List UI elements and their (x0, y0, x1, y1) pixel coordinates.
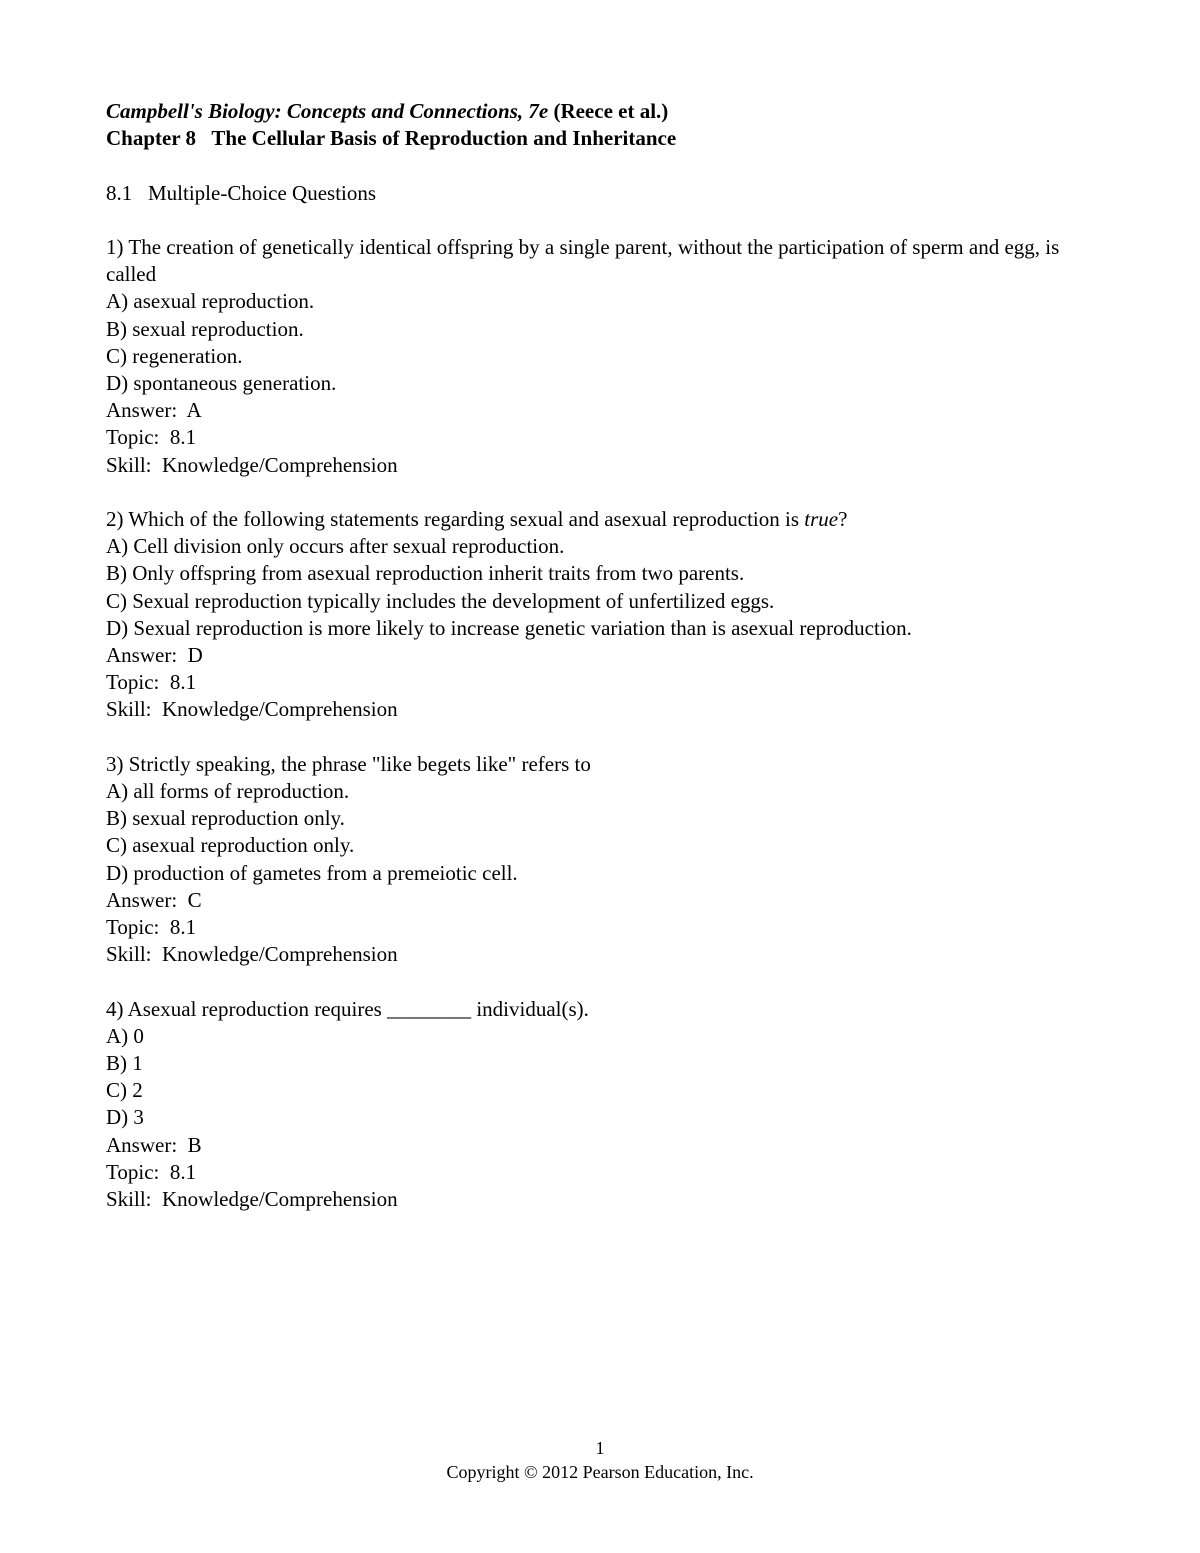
skill: Skill: Knowledge/Comprehension (106, 452, 398, 477)
chapter-title: Chapter 8 The Cellular Basis of Reproduction and Inheritance (106, 126, 677, 151)
stem-text: 2) Which of the following statements regarding sexual and asexual reproduction is (106, 507, 805, 531)
option-a: A) 0 (106, 1023, 144, 1048)
topic: Topic: 8.1 (106, 1159, 197, 1184)
option-c: C) regeneration. (106, 343, 243, 368)
skill: Skill: Knowledge/Comprehension (106, 1187, 398, 1212)
answer: Answer: B (106, 1132, 202, 1157)
topic: Topic: 8.1 (106, 670, 197, 695)
stem-end: ? (838, 507, 848, 531)
skill: Skill: Knowledge/Comprehension (106, 942, 398, 967)
book-title-authors: (Reece et al.) (548, 99, 669, 123)
stem-emphasis: true (804, 507, 839, 531)
section-heading: 8.1 Multiple-Choice Questions (106, 180, 377, 205)
option-b: B) sexual reproduction only. (106, 806, 345, 831)
question-4 (106, 996, 1106, 1214)
question-2 (106, 506, 1106, 724)
question-stem: 1) The creation of genetically identical offspring by a single parent, without the participation of sperm and egg, is called (106, 234, 1060, 287)
question-3 (106, 751, 1106, 969)
option-d: D) spontaneous generation. (106, 371, 337, 395)
option-d: D) Sexual reproduction is more likely to increase genetic variation than is asexual reproduction. (106, 615, 912, 640)
question-stem (106, 506, 1106, 533)
option-c: C) Sexual reproduction typically includes the development of unfertilized eggs. (106, 588, 775, 613)
option-d: D) production of gametes from a premeiotic cell. (106, 860, 518, 885)
page-content (106, 98, 1106, 1213)
page-number: 1 (595, 1438, 605, 1458)
question-stem: 3) Strictly speaking, the phrase "like begets like" refers to (106, 751, 591, 776)
book-title (106, 98, 1106, 125)
option-a: A) all forms of reproduction. (106, 779, 350, 804)
option-d: D) 3 (106, 1105, 144, 1130)
option-a: A) Cell division only occurs after sexual reproduction. (106, 534, 565, 559)
answer: Answer: D (106, 643, 203, 668)
copyright-notice: Copyright © 2012 Pearson Education, Inc. (446, 1462, 754, 1482)
answer: Answer: C (106, 887, 202, 912)
skill: Skill: Knowledge/Comprehension (106, 697, 398, 722)
question-stem: 4) Asexual reproduction requires ________ individual(s). (106, 996, 589, 1021)
option-c: C) 2 (106, 1078, 143, 1103)
option-b: B) 1 (106, 1051, 143, 1076)
question-1 (106, 234, 1106, 479)
option-b: B) Only offspring from asexual reproduction inherit traits from two parents. (106, 561, 745, 586)
option-c: C) asexual reproduction only. (106, 833, 355, 858)
topic: Topic: 8.1 (106, 425, 197, 450)
option-b: B) sexual reproduction. (106, 316, 304, 341)
book-title-italic: Campbell's Biology: Concepts and Connections, 7e (106, 99, 549, 123)
answer: Answer: A (106, 398, 202, 423)
option-a: A) asexual reproduction. (106, 289, 315, 314)
topic: Topic: 8.1 (106, 915, 197, 940)
